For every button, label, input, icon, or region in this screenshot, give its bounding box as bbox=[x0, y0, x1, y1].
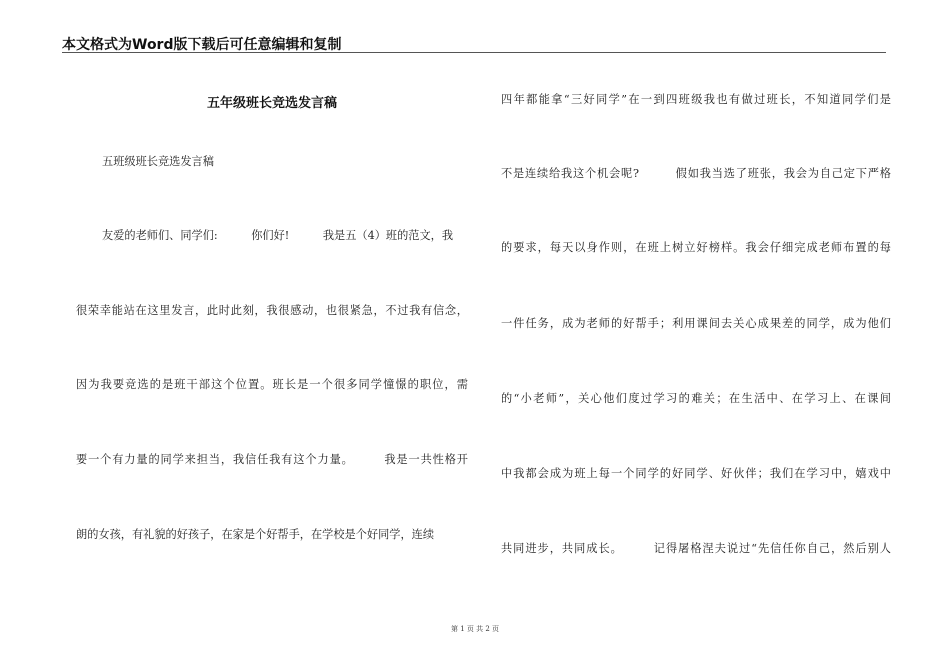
text-line: 五班级班长竞选发言稿 bbox=[102, 155, 214, 168]
text-line: 朗的女孩，有礼貌的好孩子，在家是个好帮手，在学校是个好同学，连续 bbox=[76, 528, 435, 541]
text-line: 因为我要竞选的是班干部这个位置。班长是一个很多同学憧憬的职位，需 bbox=[76, 378, 468, 391]
text-line: 友爱的老师们、同学们: 你们好! 我是五（4）班的范文，我 bbox=[102, 229, 454, 242]
download-notice-header: 本文格式为Word版下载后可任意编辑和复制 bbox=[62, 37, 342, 53]
text-line: 一件任务，成为老师的好帮手；利用课间去关心成果差的同学，成为他们 bbox=[501, 317, 891, 330]
text-line: 中我都会成为班上每一个同学的好同学、好伙伴；我们在学习中，嬉戏中 bbox=[501, 467, 891, 480]
text-line: 的“小老师”，关心他们度过学习的难关；在生活中、在学习上、在课间 bbox=[501, 392, 891, 405]
text-line: 不是连续给我这个机会呢? 假如我当选了班张，我会为自己定下严格 bbox=[501, 167, 891, 180]
text-line: 很荣幸能站在这里发言，此时此刻，我很感动，也很紧急，不过我有信念， bbox=[76, 304, 468, 317]
document-title: 五年级班长竞选发言稿 bbox=[206, 96, 337, 111]
header-rule bbox=[62, 52, 886, 53]
text-line: 共同进步，共同成长。 记得屠格涅夫说过“先信任你自己，然后别人 bbox=[501, 542, 891, 555]
text-line: 的要求，每天以身作则，在班上树立好榜样。我会仔细完成老师布置的每 bbox=[501, 241, 891, 254]
text-line: 四年都能拿“三好同学”在一到四班级我也有做过班长，不知道同学们是 bbox=[501, 93, 891, 106]
text-line: 要一个有力量的同学来担当，我信任我有这个力量。 我是一共性格开 bbox=[76, 453, 468, 466]
page-number-footer: 第 1 页 共 2 页 bbox=[450, 625, 500, 633]
